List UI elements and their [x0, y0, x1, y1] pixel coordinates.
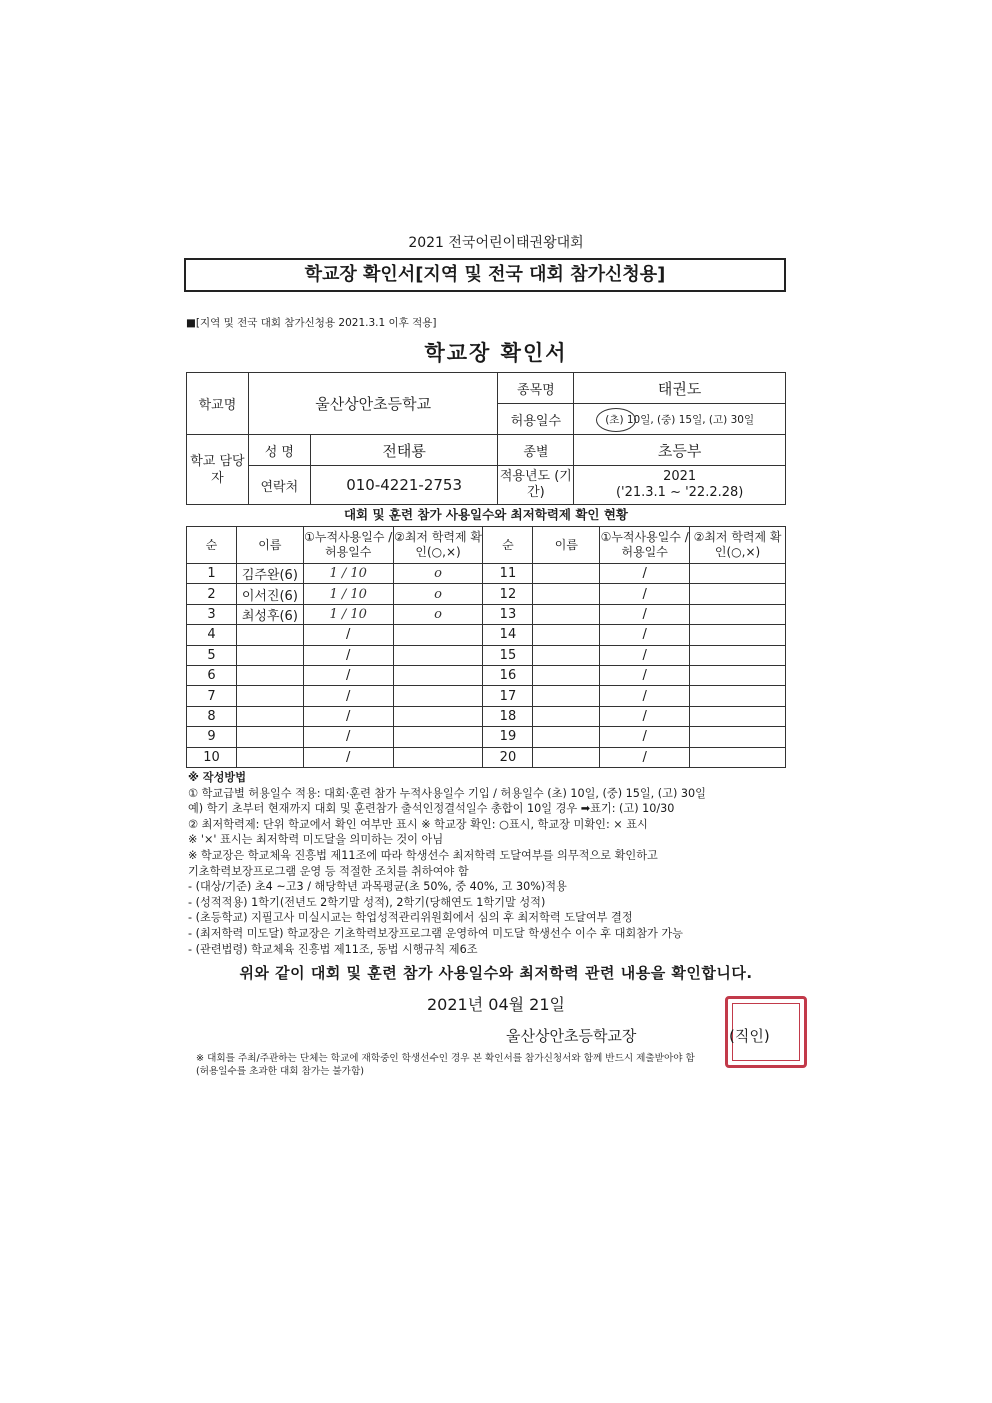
instruction-line: 예) 학기 초부터 현재까지 대회 및 훈련참가 출석인정결석일수 총합이 10일 경우 ➡표기: (고) 10/30 [188, 802, 675, 816]
row-days: / [303, 706, 393, 726]
row-number: 1 [187, 564, 237, 584]
header-check: ②최저 학력제 확인(○,×) [393, 527, 483, 564]
contact-label: 연락처 [248, 466, 310, 505]
row-days: / [600, 604, 690, 624]
row-check [690, 727, 786, 747]
row-check [393, 727, 483, 747]
row-check [690, 747, 786, 767]
row-check [393, 665, 483, 685]
row-number: 8 [187, 706, 237, 726]
table-row [187, 584, 786, 604]
row-check [690, 584, 786, 604]
row-days: / [600, 706, 690, 726]
roster-table [186, 526, 786, 768]
row-number: 3 [187, 604, 237, 624]
row-check [690, 564, 786, 584]
row-days: 1 / 10 [303, 584, 393, 604]
notice-line: ■[지역 및 전국 대회 참가신청용 2021.3.1 이후 적용] [186, 317, 437, 329]
row-days: / [600, 665, 690, 685]
row-days: / [600, 686, 690, 706]
instruction-line: 기초학력보장프로그램 운영 등 적절한 조치를 취하여야 함 [188, 864, 469, 878]
instruction-line: - (관련법령) 학교체육 진흥법 제11조, 동법 시행규칙 제6조 [188, 942, 478, 956]
instruction-line: ① 학교급별 허용일수 적용: 대회·훈련 참가 누적사용일수 기입 / 허용일수 (초) 10일, (중) 15일, (고) 30일 [188, 786, 706, 800]
category-value: 초등부 [574, 435, 786, 466]
row-number: 19 [483, 727, 533, 747]
row-number: 4 [187, 625, 237, 645]
row-name: 최성후(6) [236, 604, 303, 624]
row-number: 13 [483, 604, 533, 624]
row-number: 11 [483, 564, 533, 584]
row-name [236, 625, 303, 645]
row-days: / [303, 686, 393, 706]
row-check [690, 686, 786, 706]
header-no: 순 [187, 527, 237, 564]
row-check [690, 604, 786, 624]
row-days: / [600, 564, 690, 584]
table-row [187, 706, 786, 726]
instruction-line: - (대상/기준) 초4 ~고3 / 해당학년 과목평균(초 50%, 중 40%, 고 30%)적용 [188, 880, 567, 894]
row-check [690, 706, 786, 726]
instruction-line: - (최저학력 미도달) 학교장은 기초학력보장프로그램 운영하여 미도달 학생선수 이수 후 대회참가 가능 [188, 926, 683, 940]
header-days: ①누적사용일수 /허용일수 [600, 527, 690, 564]
row-name [533, 564, 600, 584]
row-name [236, 706, 303, 726]
row-number: 9 [187, 727, 237, 747]
table-row [187, 564, 786, 584]
allowed-days-text: (초) 10일, (중) 15일, (고) 30일 [605, 413, 755, 426]
row-days: / [600, 645, 690, 665]
row-check [690, 625, 786, 645]
allowed-days-value [574, 404, 786, 435]
header-days: ①누적사용일수 /허용일수 [303, 527, 393, 564]
row-check [690, 645, 786, 665]
row-name [236, 747, 303, 767]
table-row [187, 686, 786, 706]
handwritten-circle-mark [596, 408, 636, 432]
header-no: 순 [483, 527, 533, 564]
row-days: / [303, 625, 393, 645]
table-row [187, 604, 786, 624]
table-row [187, 625, 786, 645]
row-number: 14 [483, 625, 533, 645]
instruction-line: ※ 학교장은 학교체육 진흥법 제11조에 따라 학생선수 최저학력 도달여부를 의무적으로 확인하고 [188, 848, 658, 862]
row-name [236, 665, 303, 685]
row-number: 12 [483, 584, 533, 604]
row-check [690, 665, 786, 685]
row-name [533, 706, 600, 726]
status-title: 대회 및 훈련 참가 사용일수와 최저학력제 확인 현황 [343, 507, 629, 522]
row-check [393, 645, 483, 665]
row-name [236, 727, 303, 747]
row-days: / [303, 645, 393, 665]
row-days: / [600, 584, 690, 604]
header-name: 이름 [236, 527, 303, 564]
row-days: / [600, 727, 690, 747]
instruction-line: - (성적적용) 1학기(전년도 2학기말 성적), 2학기(당해연도 1학기말 성적) [188, 895, 546, 909]
row-days: / [600, 747, 690, 767]
period-value: ('21.3.1 ~ '22.2.28) [615, 485, 744, 500]
issue-date: 2021년 04월 21일 [427, 995, 565, 1014]
event-title: 2021 전국어린이태권왕대회 [408, 235, 584, 251]
table-row [187, 665, 786, 685]
seal-mark: (직인) [729, 1027, 770, 1045]
row-name [236, 645, 303, 665]
document-header-box: 학교장 확인서[지역 및 전국 대회 참가신청용] [184, 258, 786, 292]
name-label: 성 명 [248, 435, 310, 466]
row-name [533, 686, 600, 706]
document-title: 학교장 확인서 [424, 341, 568, 365]
footnote-line: ※ 대회를 주최/주관하는 단체는 학교에 재학중인 학생선수인 경우 본 확인서를 참가신청서와 함께 반드시 제출받아야 함 [196, 1053, 695, 1064]
row-days: / [600, 625, 690, 645]
instruction-line: ※ 작성방법 [188, 771, 246, 784]
row-name [533, 747, 600, 767]
confirmation-statement: 위와 같이 대회 및 훈련 참가 사용일수와 최저학력 관련 내용을 확인합니다. [239, 964, 753, 982]
header-check: ②최저 학력제 확인(○,×) [690, 527, 786, 564]
row-name [533, 625, 600, 645]
row-name [533, 727, 600, 747]
row-number: 6 [187, 665, 237, 685]
row-number: 5 [187, 645, 237, 665]
row-days: 1 / 10 [303, 604, 393, 624]
table-row [187, 645, 786, 665]
row-name [533, 584, 600, 604]
row-name: 이서진(6) [236, 584, 303, 604]
row-name [533, 645, 600, 665]
row-number: 10 [187, 747, 237, 767]
row-days: / [303, 665, 393, 685]
row-check: o [393, 584, 483, 604]
row-name [533, 665, 600, 685]
row-name [533, 604, 600, 624]
row-name [236, 686, 303, 706]
contact-value: 010-4221-2753 [310, 466, 498, 505]
school-label: 학교명 [187, 373, 249, 435]
header-name: 이름 [533, 527, 600, 564]
table-row [187, 747, 786, 767]
row-check [393, 706, 483, 726]
year-value: 2021 [663, 469, 697, 484]
year-cell [574, 466, 786, 505]
row-days: 1 / 10 [303, 564, 393, 584]
row-number: 16 [483, 665, 533, 685]
instruction-line: - (초등학교) 지필고사 미실시교는 학업성적관리위원회에서 심의 후 최저학력 도달여부 결정 [188, 911, 633, 925]
category-label: 종별 [498, 435, 574, 466]
row-days: / [303, 747, 393, 767]
row-days: / [303, 727, 393, 747]
instruction-line: ② 최저학력제: 단위 학교에서 확인 여부만 표시 ※ 학교장 확인: ○표시, 학교장 미확인: × 표시 [188, 817, 648, 831]
sport-value: 태권도 [574, 373, 786, 404]
row-number: 15 [483, 645, 533, 665]
row-number: 17 [483, 686, 533, 706]
row-check: o [393, 604, 483, 624]
row-check [393, 747, 483, 767]
row-name: 김주완(6) [236, 564, 303, 584]
row-number: 18 [483, 706, 533, 726]
name-value: 전태룡 [310, 435, 498, 466]
row-number: 7 [187, 686, 237, 706]
table-row [187, 727, 786, 747]
manager-label: 학교 담당자 [187, 435, 249, 505]
instructions [188, 770, 798, 957]
row-check [393, 686, 483, 706]
allowed-days-label: 허용일수 [498, 404, 574, 435]
sport-label: 종목명 [498, 373, 574, 404]
row-check [393, 625, 483, 645]
row-check: o [393, 564, 483, 584]
footnote [196, 1052, 816, 1078]
footnote-line: (허용일수를 초과한 대회 참가는 불가함) [196, 1066, 364, 1077]
row-number: 20 [483, 747, 533, 767]
school-value: 울산상안초등학교 [248, 373, 498, 435]
row-number: 2 [187, 584, 237, 604]
instruction-line: ※ '×' 표시는 최저학력 미도달을 의미하는 것이 아님 [188, 833, 444, 847]
principal-title: 울산상안초등학교장 [506, 1027, 637, 1045]
info-table [186, 372, 786, 505]
year-label: 적용년도 (기간) [498, 466, 574, 505]
